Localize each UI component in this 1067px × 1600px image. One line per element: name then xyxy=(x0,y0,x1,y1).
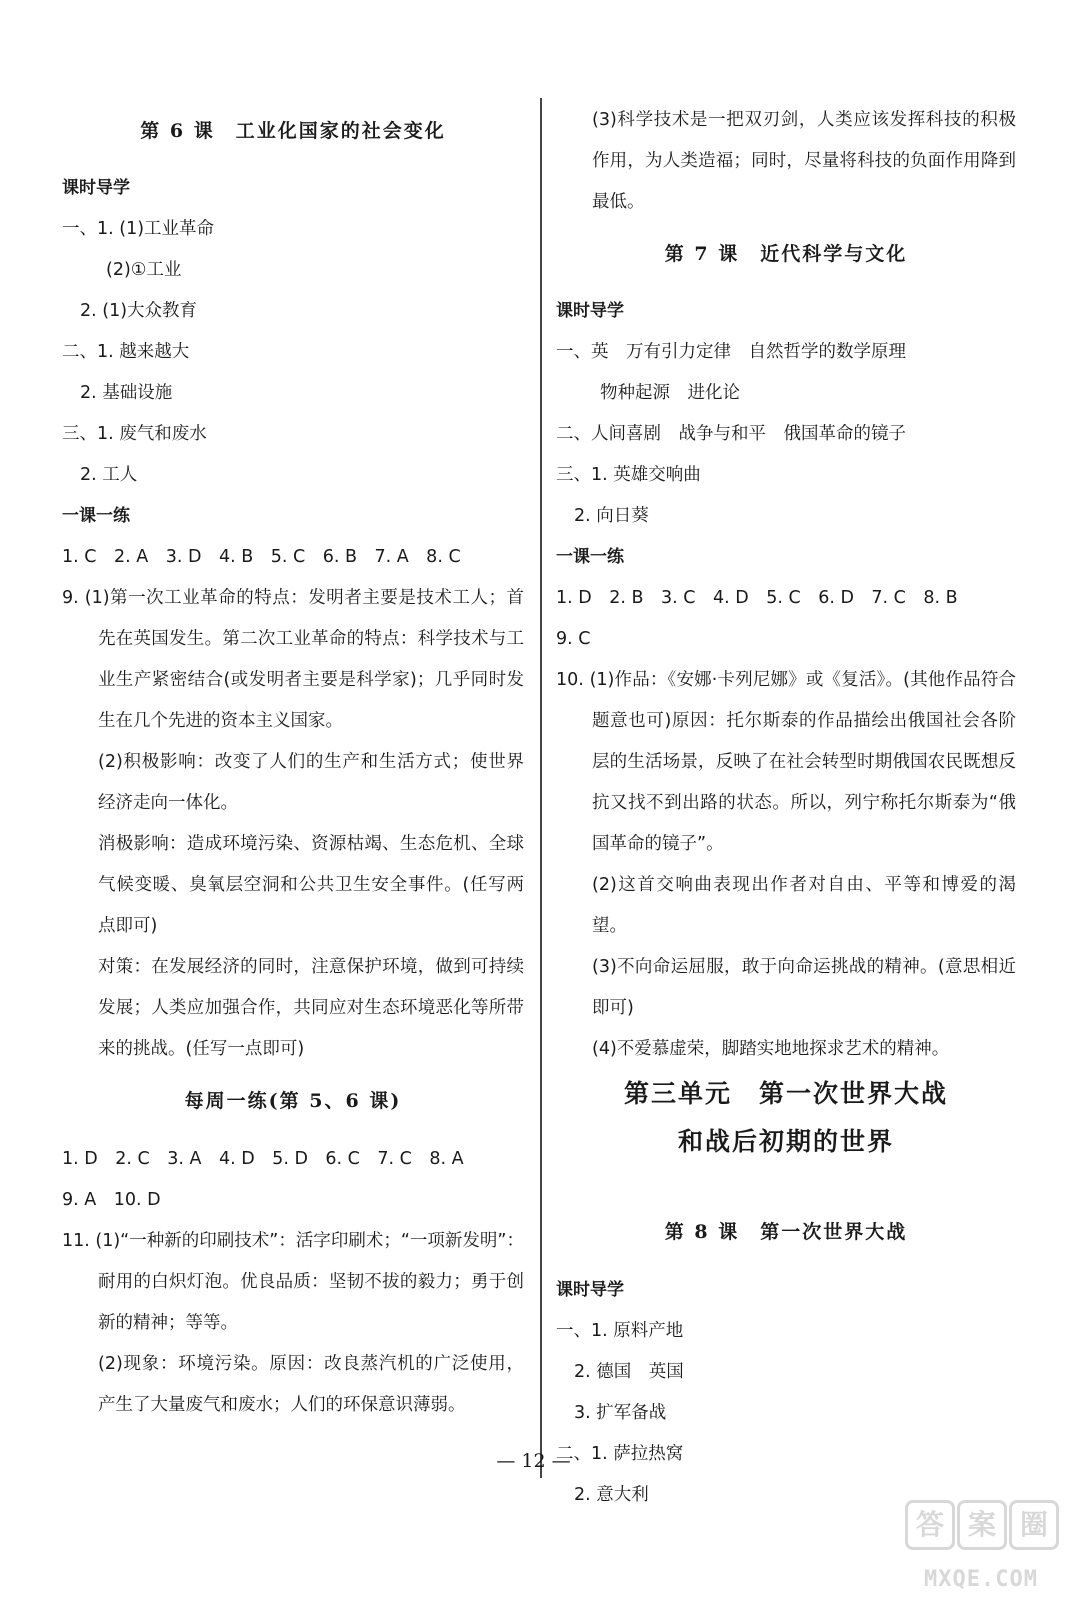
answer-paragraph: 对策：在发展经济的同时，注意保护环境，做到可持续发展；人类应加强合作，共同应对生态环境恶化等所带来的挑战。(任写一点即可) xyxy=(98,957,524,1060)
answer-line: 一、英 万有引力定律 自然哲学的数学原理 xyxy=(556,342,906,363)
answer-line: 一、1. (1)工业革命 xyxy=(62,219,215,240)
answer-paragraph: (2)积极影响：改变了人们的生产和生活方式；使世界经济走向一体化。 xyxy=(98,752,524,814)
lesson-title: 每周一练(第 5、6 课) xyxy=(184,1090,402,1113)
answer-line: 二、人间喜剧 战争与和平 俄国革命的镜子 xyxy=(556,424,906,445)
section-heading: 课时导学 xyxy=(556,301,624,322)
lesson-title: 第 6 课 工业化国家的社会变化 xyxy=(140,120,446,142)
section-heading: 课时导学 xyxy=(556,1279,624,1300)
watermark-glyph: 案 xyxy=(957,1500,1007,1550)
answer-paragraph: (2)这首交响曲表现出作者对自由、平等和博爱的渴望。 xyxy=(592,875,1016,937)
left-column xyxy=(62,100,524,1426)
right-column xyxy=(556,100,1016,1516)
answer-line: 2. 德国 英国 xyxy=(574,1361,684,1382)
answer-paragraph: (2)现象：环境污染。原因：改良蒸汽机的广泛使用，产生了大量废气和废水；人们的环保意识薄弱。 xyxy=(98,1353,524,1415)
answer-line: 一、1. 原料产地 xyxy=(556,1320,684,1341)
answer-line: 三、1. 英雄交响曲 xyxy=(556,465,701,486)
answer-paragraph: (3)科学技术是一把双刃剑，人类应该发挥科技的积极作用，为人类造福；同时，尽量将科技的负面作用降到最低。 xyxy=(592,110,1016,212)
section-heading: 一课一练 xyxy=(556,547,624,568)
answer-line: 1. D 2. C 3. A 4. D 5. D 6. C 7. C 8. A xyxy=(62,1148,464,1169)
answer-line: 2. 工人 xyxy=(80,465,138,486)
answer-line: (2)①工业 xyxy=(106,260,182,281)
spacer xyxy=(556,1165,1016,1201)
answer-line: 1. C 2. A 3. D 4. B 5. C 6. B 7. A 8. C xyxy=(62,547,461,568)
answer-line: 9. A 10. D xyxy=(62,1189,161,1210)
answer-line: 三、1. 废气和废水 xyxy=(62,424,207,445)
answer-paragraph: 10. (1)作品：《安娜·卡列尼娜》或《复活》。(其他作品符合题意也可)原因：托尔斯泰的作品描绘出俄国社会各阶层的生活场景，反映了在社会转型时期俄国农民既想反抗又找不到出路的状态。所以，列宁称托尔斯泰为“俄国革命的镜子”。 xyxy=(556,670,1016,855)
answer-line: 2. 基础设施 xyxy=(80,383,173,404)
lesson-title: 第 8 课 第一次世界大战 xyxy=(664,1221,908,1244)
answer-paragraph: 9. (1)第一次工业革命的特点：发明者主要是技术工人；首先在英国发生。第二次工业革命的特点：科学技术与工业生产紧密结合(或发明者主要是科学家)；几乎同时发生在几个先进的资本主义国家。 xyxy=(62,588,524,732)
answer-line: 9. C xyxy=(556,629,591,650)
answer-line: 二、1. 越来越大 xyxy=(62,342,190,363)
answer-line: 物种起源 进化论 xyxy=(600,383,740,404)
watermark-glyph: 圈 xyxy=(1009,1500,1059,1550)
section-heading: 一课一练 xyxy=(62,506,130,527)
answer-paragraph: (4)不爱慕虚荣，脚踏实地地探求艺术的精神。 xyxy=(592,1039,950,1060)
answer-line: 1. D 2. B 3. C 4. D 5. C 6. D 7. C 8. B xyxy=(556,588,958,609)
watermark-glyph: 答 xyxy=(905,1500,955,1550)
lesson-title: 第 7 课 近代科学与文化 xyxy=(664,243,908,265)
answer-line: 二、1. 萨拉热窝 xyxy=(556,1443,684,1464)
watermark-logo xyxy=(901,1500,1061,1592)
answer-paragraph: 消极影响：造成环境污染、资源枯竭、生态危机、全球气候变暖、臭氧层空洞和公共卫生安全事件。(任写两点即可) xyxy=(98,834,524,937)
section-heading: 课时导学 xyxy=(62,178,130,199)
answer-paragraph: (3)不向命运屈服，敢于向命运挑战的精神。(意思相近即可) xyxy=(592,957,1016,1019)
unit-title: 和战后初期的世界 xyxy=(677,1126,894,1156)
watermark-url: MXQE.COM xyxy=(924,1567,1038,1592)
answer-line: 2. (1)大众教育 xyxy=(80,301,198,322)
unit-title: 第三单元 第一次世界大战 xyxy=(623,1079,948,1109)
answer-line: 2. 意大利 xyxy=(574,1484,649,1505)
page-number: — 12 — xyxy=(496,1450,571,1472)
answer-line: 2. 向日葵 xyxy=(574,506,649,527)
answer-paragraph: 11. (1)“一种新的印刷技术”：活字印刷术；“一项新发明”：耐用的白炽灯泡。优良品质：坚韧不拔的毅力；勇于创新的精神；等等。 xyxy=(62,1230,524,1333)
answer-line: 3. 扩军备战 xyxy=(574,1402,667,1423)
column-divider xyxy=(540,98,542,1478)
